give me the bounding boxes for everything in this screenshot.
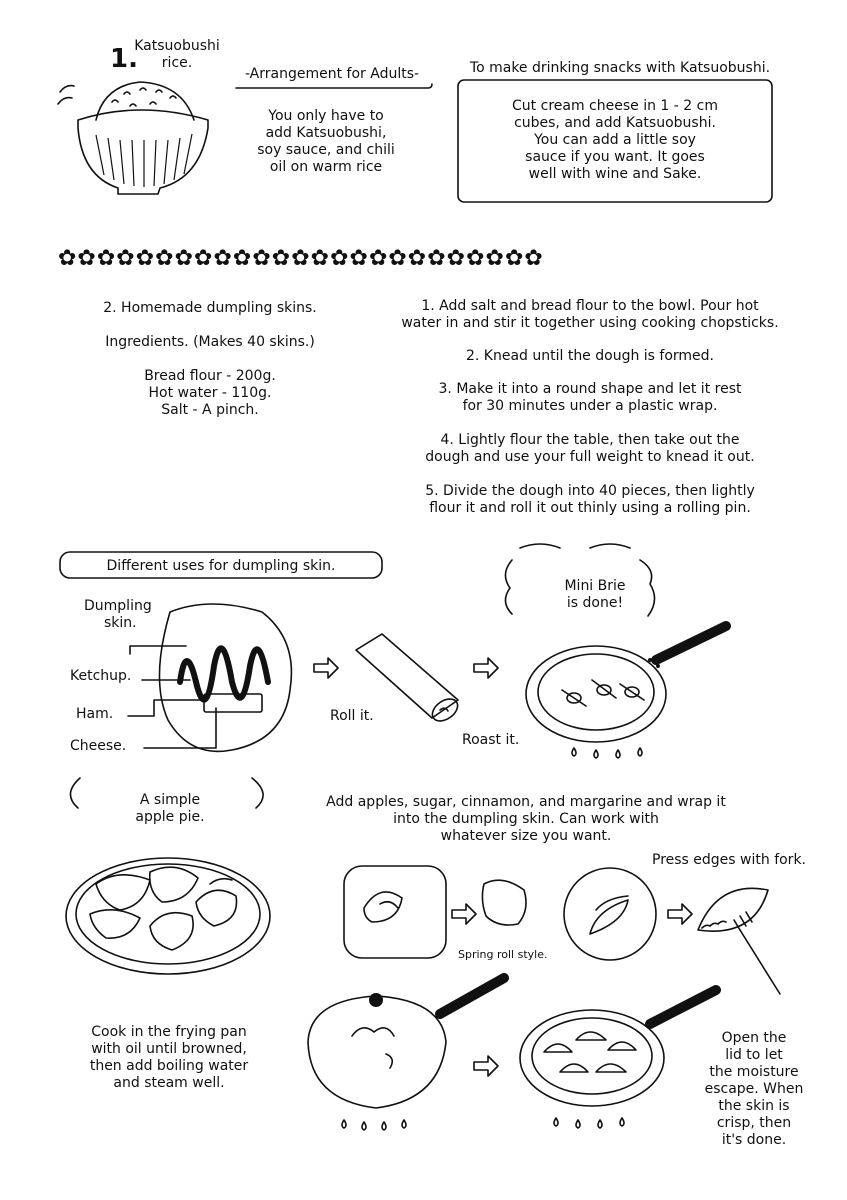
brie-bubble-line: is done! [566,595,624,611]
snack-heading: To make drinking snacks with Katsuobushi. [469,60,771,76]
label-cheese: Cheese. [70,738,127,754]
rice-bowl-icon [58,82,208,194]
label-dumpling-skin: Dumpling [84,598,152,614]
press-edges-label: Press edges with fork. [652,852,806,868]
applepie-instruction: into the dumpling skin. Can work with [393,811,659,827]
snack-line: sauce if you want. It goes [525,149,705,165]
step-line: 2. Knead until the dough is formed. [465,348,715,364]
frying-pan-icon [526,626,726,758]
label-dumpling-skin-2: skin. [104,615,137,631]
label-ham: Ham. [76,706,114,722]
brie-bubble-line: Mini Brie [564,578,626,594]
arrangement-heading: -Arrangement for Adults- [244,66,420,82]
frying-pan-dumplings-icon [520,990,716,1128]
flower-divider: ✿✿✿✿✿✿✿✿✿✿✿✿✿✿✿✿✿✿✿✿✿✿✿✿✿ [58,246,544,271]
snack-line: cubes, and add Katsuobushi. [514,115,716,131]
arrangement-line: soy sauce, and chili [257,142,395,158]
arrangement-line: add Katsuobushi, [265,125,387,141]
cook-line: then add boiling water [89,1058,249,1074]
ingredients-heading: Ingredients. (Makes 40 skins.) [105,334,315,350]
open-line: Open the [721,1030,787,1046]
cook-line: and steam well. [113,1075,225,1091]
step-line: flour it and roll it out thinly using a rolling pin. [429,500,751,516]
open-line: the moisture [709,1064,799,1080]
step-line: water in and stir it together using cooking chopsticks. [401,315,779,331]
snack-line: You can add a little soy [534,132,696,148]
applepie-instruction: Add apples, sugar, cinnamon, and margarine and wrap it [326,794,726,810]
snack-line: well with wine and Sake. [528,166,702,182]
open-line: crisp, then [716,1115,792,1131]
open-line: the skin is [718,1098,790,1114]
cook-line: with oil until browned, [91,1041,247,1057]
open-line: lid to let [725,1047,783,1063]
label-roll: Roll it. [330,708,374,724]
step-line: for 30 minutes under a plastic wrap. [462,398,718,414]
step-line: 1. Add salt and bread flour to the bowl. Pour hot [421,298,759,314]
spring-roll-label: Spring roll style. [458,948,548,961]
step-line: 4. Lightly flour the table, then take out the [440,432,740,448]
applepie-bubble-line: apple pie. [135,809,205,825]
applepie-bubble-line: A simple [139,792,201,808]
arrangement-line: oil on warm rice [269,159,383,175]
uses-heading: Different uses for dumpling skin. [106,558,336,574]
ingredient-item: Salt - A pinch. [161,402,259,418]
arrangement-line: You only have to [268,108,384,124]
step-line: dough and use your full weight to knead it out. [425,449,755,465]
frying-pan-lid-icon [308,978,504,1130]
dumpling-skin-diagram [128,604,291,751]
step-line: 5. Divide the dough into 40 pieces, then lightly [425,483,755,499]
step-line: 3. Make it into a round shape and let it rest [438,381,742,397]
plate-dumplings [66,858,270,974]
section1-title-line1: Katsuobushi [134,38,220,54]
open-line: escape. When [704,1081,804,1097]
section1-title-line2: rice. [161,55,193,71]
applepie-instruction: whatever size you want. [440,828,612,844]
fork-icon [698,888,780,994]
label-ketchup: Ketchup. [70,668,132,684]
snack-line: Cut cream cheese in 1 - 2 cm [512,98,718,114]
ingredient-item: Bread flour - 200g. [144,368,276,384]
open-line: it's done. [721,1132,787,1148]
cook-line: Cook in the frying pan [91,1024,247,1040]
section2-title: 2. Homemade dumpling skins. [103,300,317,316]
section1-number: 1. [110,44,138,74]
label-roast: Roast it. [462,732,520,748]
ingredient-item: Hot water - 110g. [148,385,272,401]
